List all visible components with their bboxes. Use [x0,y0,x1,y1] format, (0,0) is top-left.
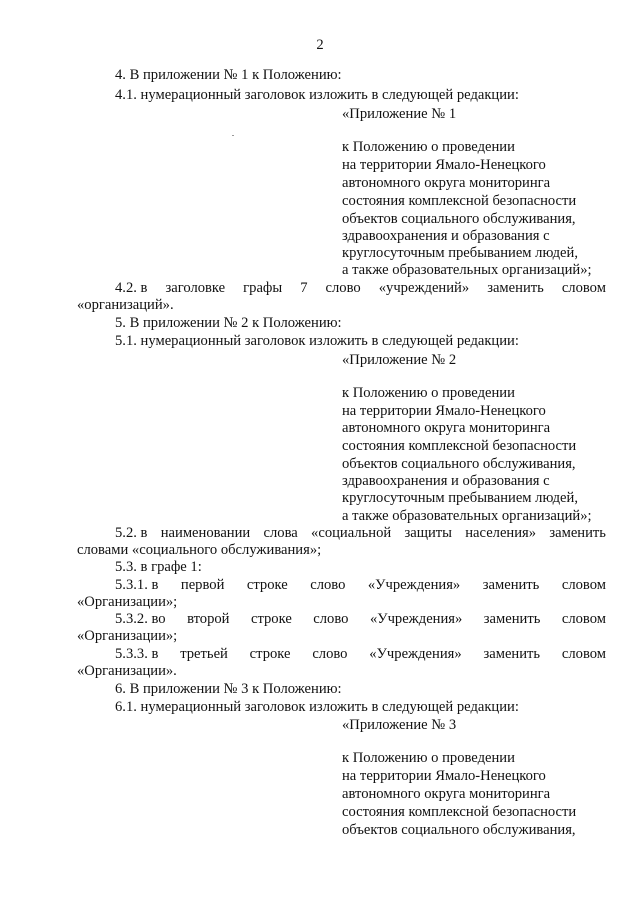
word: слово [325,280,361,296]
item-4-2-end: «организаций». [77,297,174,313]
word: «Учреждения» [367,577,461,593]
word: словом [561,646,606,662]
item-6-1: 6.1. нумерационный заголовок изложить в следующей редакции: [115,699,519,715]
appendix-1-line: состояния комплексной безопасности [342,193,577,209]
section-4-heading: 4. В приложении № 1 к Положению: [115,67,342,83]
appendix-1-line: а также образовательных организаций»; [342,262,592,278]
word: «учреждений» [378,280,470,296]
appendix-1-line: к Положению о проведении [342,139,515,155]
appendix-2-line: состояния комплексной безопасности [342,438,577,454]
appendix-1-line: объектов социального обслуживания, [342,211,576,227]
appendix-2-line: автономного округа мониторинга [342,420,551,436]
word: защиты [404,525,452,541]
word: словом [561,577,606,593]
appendix-2-line: к Положению о проведении [342,385,515,401]
item-4-1: 4.1. нумерационный заголовок изложить в следующей редакции: [115,87,519,103]
section-5-heading: 5. В приложении № 2 к Положению: [115,315,342,331]
appendix-2-line: на территории Ямало-Ненецкого [342,403,546,419]
word: графы [243,280,283,296]
item-5-3: 5.3. в графе 1: [115,559,202,575]
appendix-1-line: на территории Ямало-Ненецкого [342,157,546,173]
word: слово [312,646,348,662]
appendix-3-title: «Приложение № 3 [342,717,457,733]
item-5-2 [115,525,606,542]
word: «социальной [311,525,392,541]
appendix-2-line: круглосуточным пребыванием людей, [342,490,578,506]
appendix-1-line: автономного округа мониторинга [342,175,551,191]
scan-speck [232,135,234,136]
word: «Учреждения» [369,611,463,627]
page-number: 2 [316,37,324,53]
word: заменить [487,280,544,296]
word: «Учреждения» [369,646,462,662]
word: слово [310,577,346,593]
word: словом [561,280,606,296]
word: третьей [180,646,228,662]
appendix-2-title: «Приложение № 2 [342,352,457,368]
appendix-2-line: здравоохранения и образования с [342,473,550,489]
appendix-1-line: круглосуточным пребыванием людей, [342,245,578,261]
word: словом [561,611,606,627]
section-6-heading: 6. В приложении № 3 к Положению: [115,681,342,697]
appendix-1-line: здравоохранения и образования с [342,228,550,244]
item-5-1: 5.1. нумерационный заголовок изложить в следующей редакции: [115,333,519,349]
appendix-2-line: а также образовательных организаций»; [342,508,592,524]
word: строке [249,646,291,662]
item-5-3-3 [115,646,606,663]
appendix-3-line: автономного округа мониторинга [342,786,551,802]
word: 5.3.3. в [115,646,159,662]
item-4-2 [115,280,606,297]
word: первой [180,577,225,593]
word: 7 [300,280,308,296]
word: заменить [549,525,606,541]
word: 4.2. в [115,280,148,296]
word: заголовке [165,280,226,296]
word: заменить [483,646,541,662]
word: наименовании [160,525,251,541]
word: 5.3.1. в [115,577,159,593]
word: слово [313,611,349,627]
item-5-3-2-end: «Организации»; [77,628,178,644]
item-5-3-1-end: «Организации»; [77,594,178,610]
appendix-3-line: объектов социального обслуживания, [342,822,576,838]
appendix-3-line: на территории Ямало-Ненецкого [342,768,546,784]
appendix-2-line: объектов социального обслуживания, [342,456,576,472]
item-5-3-1 [115,577,606,594]
word: строке [250,611,292,627]
word: населения» [465,525,537,541]
word: слова [263,525,298,541]
item-5-3-2 [115,611,606,628]
item-5-3-3-end: «Организации». [77,663,177,679]
word: заменить [483,611,541,627]
appendix-3-line: к Положению о проведении [342,750,515,766]
appendix-1-title: «Приложение № 1 [342,106,457,122]
word: 5.2. в [115,525,148,541]
item-5-2-end: словами «социального обслуживания»; [77,542,322,558]
word: строке [246,577,288,593]
appendix-3-line: состояния комплексной безопасности [342,804,577,820]
word: 5.3.2. во [115,611,166,627]
word: заменить [482,577,540,593]
word: второй [187,611,230,627]
